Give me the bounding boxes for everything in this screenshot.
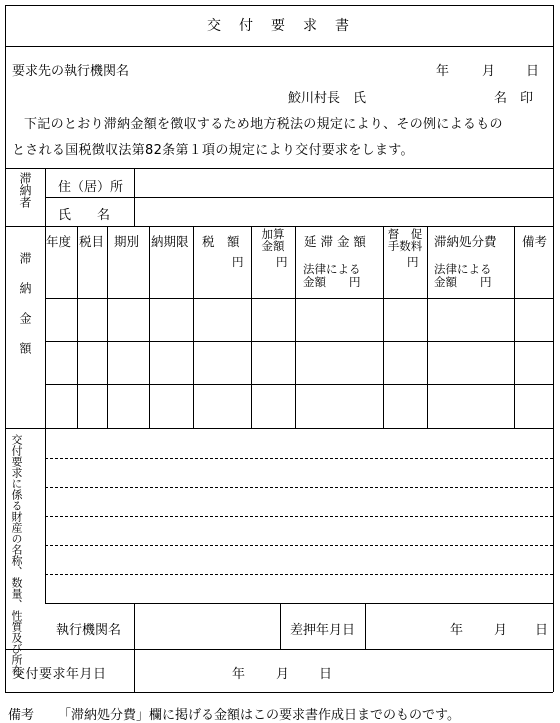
request-day: 日 [319, 667, 333, 682]
col-div-late-fee [383, 226, 384, 428]
col-remarks: 備考 [522, 234, 548, 249]
delinquent-label: 滞納者 [18, 172, 32, 208]
late-fee-legal-line1: 法律による [303, 262, 361, 276]
address-label: 住（居）所 [58, 180, 124, 195]
seizure-day: 日 [535, 623, 549, 638]
col-due-date: 納期限 [151, 234, 189, 249]
delinquent-row-divider [45, 197, 553, 198]
request-col-divider [134, 649, 135, 692]
amount-label: 滞納金額 [18, 252, 32, 372]
col-fee-line1: 督 促 [387, 227, 423, 241]
header-divider [5, 168, 553, 169]
mayor-seal: 名 印 [494, 91, 534, 106]
col-div-surcharge [295, 226, 296, 428]
amount-row-3 [45, 384, 553, 385]
property-bottom [45, 603, 553, 604]
exec-org-label: 執行機関名 [56, 623, 122, 638]
frame-top [5, 5, 553, 6]
disposal-legal-line1: 法律による [434, 262, 492, 276]
statement-line-1: 下記のとおり滞納金額を徴収するため地方税法の規定により、その例によるもの [24, 117, 503, 132]
seizure-date-label: 差押年月日 [290, 623, 356, 638]
note-label: 備考 [8, 708, 35, 723]
col-div-tax-item [107, 226, 108, 428]
disposal-legal-line2: 金額 円 [434, 275, 492, 289]
seizure-month: 月 [494, 623, 508, 638]
frame-right [553, 5, 554, 692]
frame-bottom [5, 692, 553, 693]
col-div-period [149, 226, 150, 428]
request-year: 年 [232, 667, 246, 682]
date-month: 月 [482, 64, 496, 79]
date-year: 年 [436, 64, 450, 79]
mayor-name: 鮫川村長 氏 [288, 91, 367, 106]
property-line-3 [45, 516, 553, 517]
col-div-due [193, 226, 194, 428]
property-label: 交付要求に係る財産の名称、数量、性質及び所在 [10, 434, 23, 676]
request-date-label: 交付要求年月日 [12, 667, 107, 682]
statement-line-2: とされる国税徴収法第82条第１項の規定により交付要求をします。 [12, 143, 414, 158]
name-label: 氏 名 [58, 208, 111, 223]
col-surcharge-line1: 加算 [261, 227, 285, 241]
exec-divider [5, 649, 553, 650]
property-line-1 [45, 458, 553, 459]
seizure-year: 年 [450, 623, 464, 638]
title-divider [5, 46, 553, 47]
amount-left-divider [45, 226, 46, 428]
late-fee-legal-line2: 金額 円 [303, 275, 361, 289]
property-line-4 [45, 545, 553, 546]
col-surcharge-line2: 金額 [261, 239, 285, 253]
date-day: 日 [526, 64, 540, 79]
request-month: 月 [276, 667, 290, 682]
exec-col-divider-3 [365, 603, 366, 649]
exec-col-divider-2 [280, 603, 281, 649]
amount-divider [5, 428, 553, 429]
col-div-fee [427, 226, 428, 428]
col-div-year [77, 226, 78, 428]
tax-amount-yen: 円 [232, 255, 244, 269]
document-title: 交 付 要 求 書 [207, 18, 351, 34]
amount-row-1 [45, 298, 553, 299]
col-disposal-cost: 滞納処分費 [434, 234, 497, 249]
exec-col-divider-1 [134, 603, 135, 649]
col-tax-amount: 税 額 [202, 234, 240, 249]
amount-row-2 [45, 341, 553, 342]
requester-label: 要求先の執行機関名 [12, 64, 130, 79]
col-div-tax-amount [251, 226, 252, 428]
col-tax-item: 税目 [79, 234, 105, 249]
property-line-2 [45, 487, 553, 488]
col-div-disposal [514, 226, 515, 428]
fee-yen: 円 [407, 255, 419, 269]
note-text: 「滞納処分費」欄に掲げる金額はこの要求書作成日までのものです。 [58, 708, 460, 723]
col-fee-line2: 手数料 [387, 239, 423, 253]
col-year: 年度 [46, 234, 72, 249]
frame-left [5, 5, 6, 692]
property-line-5 [45, 574, 553, 575]
surcharge-yen: 円 [276, 255, 288, 269]
col-period: 期別 [114, 234, 140, 249]
col-late-fee: 延 滞 金 額 [304, 234, 366, 249]
